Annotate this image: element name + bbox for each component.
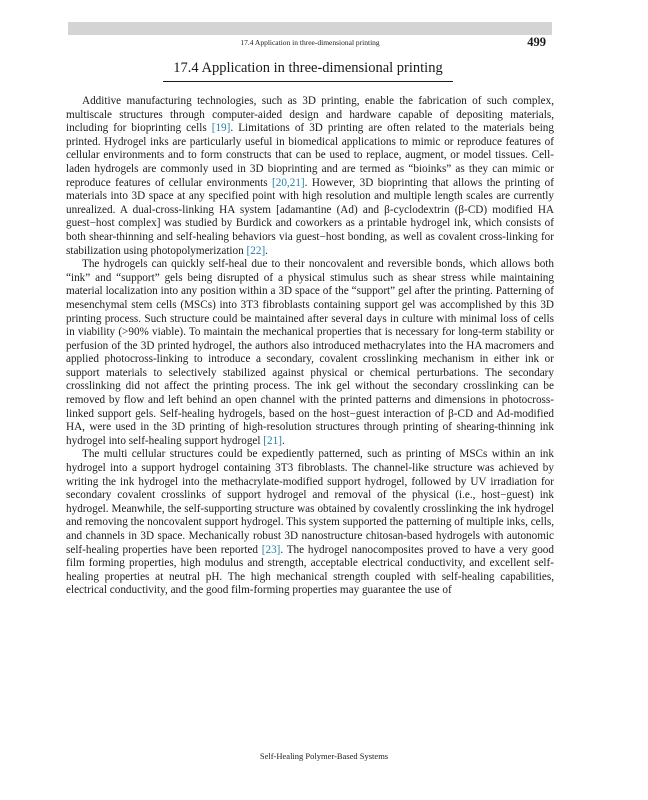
footer-book-title: Self-Healing Polymer-Based Systems bbox=[259, 751, 389, 761]
text-run: The multi cellular structures could be expediently patterned, such as printing of MSCs within an ink hydrogel into a support hydrogel containing 3T3 fibroblasts. The channel-like structure was achieved by writing the ink hydrogel into the methacrylate-modified support hydrogel, followed by UV irradiation for secondary covalent crosslinks of support hydrogel and removal of the physical (i.e., host−guest) ink hydrogel. Meanwhile, the self-supporting structure was obtained by covalently crosslinking the ink hydrogel and removing the noncovalent support hydrogel. This system supported the patterning of multiple inks, cells, and channels in 3D space. Mechanically robust 3D nanostructure chitosan-based hydrogels with autonomic self-healing properties have been reported bbox=[66, 448, 554, 556]
text-run: . bbox=[265, 244, 268, 257]
text-run: . However, 3D bioprinting that allows the printing of materials into 3D space at any specified point with high resolution and multiple length scales are currently unrealized. A dual-cross-linking HA system [adamantine (Ad) and β-cyclodextrin (β-CD) modified HA guest−host complex] was studied by Burdick and coworkers as a printable hydrogel ink, which consists of both shear-thinning and self-healing behaviors via guest−host bonding, as well as covalent cross-linking for stabilization using photopolymerization bbox=[66, 176, 554, 257]
text-run: The hydrogels can quickly self-heal due to their noncovalent and reversible bonds, which allows both “ink” and “support” gels being disrupted of a physical stimulus such as shear stress while maintaining material localization into any position within a 3D space of the “support” gel after the printing. Patterning of mesenchymal stem cells (MSCs) into 3T3 fibroblasts containing support gel was accomplished by this 3D printing process. Such structure could be maintained after several days in culture with minimal loss of cells in viability (>90% viable). To maintain the mechanical properties that is necessary for long-term stability or perfusion of the 3D printed hydrogel, the authors also introduced methacrylates into the HA macromers and applied photocross-linking to introduce a secondary, covalent crosslinking mechanism in either ink or support materials to selectively stabilized against physical or chemical perturbations. The secondary crosslinking did not affect the printing process. The ink gel without the secondary crosslinking can be removed by flow and left behind an open channel with the printed patterns and dimensions in photocross-linked support gels. Self-healing hydrogels, based on the host−guest interaction of β-CD and Ad-modified HA, were used in the 3D printing of high-resolution structures through printing of shearing-thinning ink hydrogel into self-healing support hydrogel bbox=[66, 258, 554, 447]
paragraph bbox=[66, 258, 554, 448]
text-run: . bbox=[281, 434, 285, 447]
citation-link[interactable]: [19] bbox=[211, 122, 231, 135]
text-run: . Limitations of 3D printing are often related to the materials being printed. Hydrogel inks are particularly useful in biomedical applications to mimic or reproduce features of cellular environments and to form constructs that can be used to replace, augment, or model tissues. Cell-laden hydrogels are commonly used in 3D bioprinting and are termed as “bioinks” as they can mimic or reproduce features of cellular environments bbox=[66, 122, 554, 189]
body-text bbox=[66, 95, 554, 598]
header-bar bbox=[68, 22, 552, 35]
running-header bbox=[68, 35, 552, 49]
section-heading: 17.4 Application in three-dimensional printing bbox=[163, 60, 453, 82]
citation-link[interactable]: [20,21] bbox=[272, 176, 305, 189]
running-title: 17.4 Application in three-dimensional printing bbox=[240, 38, 380, 47]
paragraph bbox=[66, 448, 554, 598]
citation-link[interactable]: [22] bbox=[246, 244, 266, 257]
text-run: Additive manufacturing technologies, such as 3D printing, enable the fabrication of such complex, multiscale structures through computer-aided design and hardware capable of depositing materials, including for bioprinting cells bbox=[66, 95, 554, 135]
citation-link[interactable]: [21] bbox=[263, 434, 282, 447]
text-run: . The hydrogel nanocomposites proved to have a very good film forming properties, high modulus and strength, acceptable electrical conductivity, and excellent self-healing properties at neutral pH. The high mechanical strength coupled with self-healing capabilities, electrical conductivity, and the good film-forming properties may guarantee the use of bbox=[66, 543, 554, 597]
citation-link[interactable]: [23] bbox=[261, 543, 281, 556]
paragraph bbox=[66, 95, 554, 258]
page-number: 499 bbox=[527, 35, 546, 49]
